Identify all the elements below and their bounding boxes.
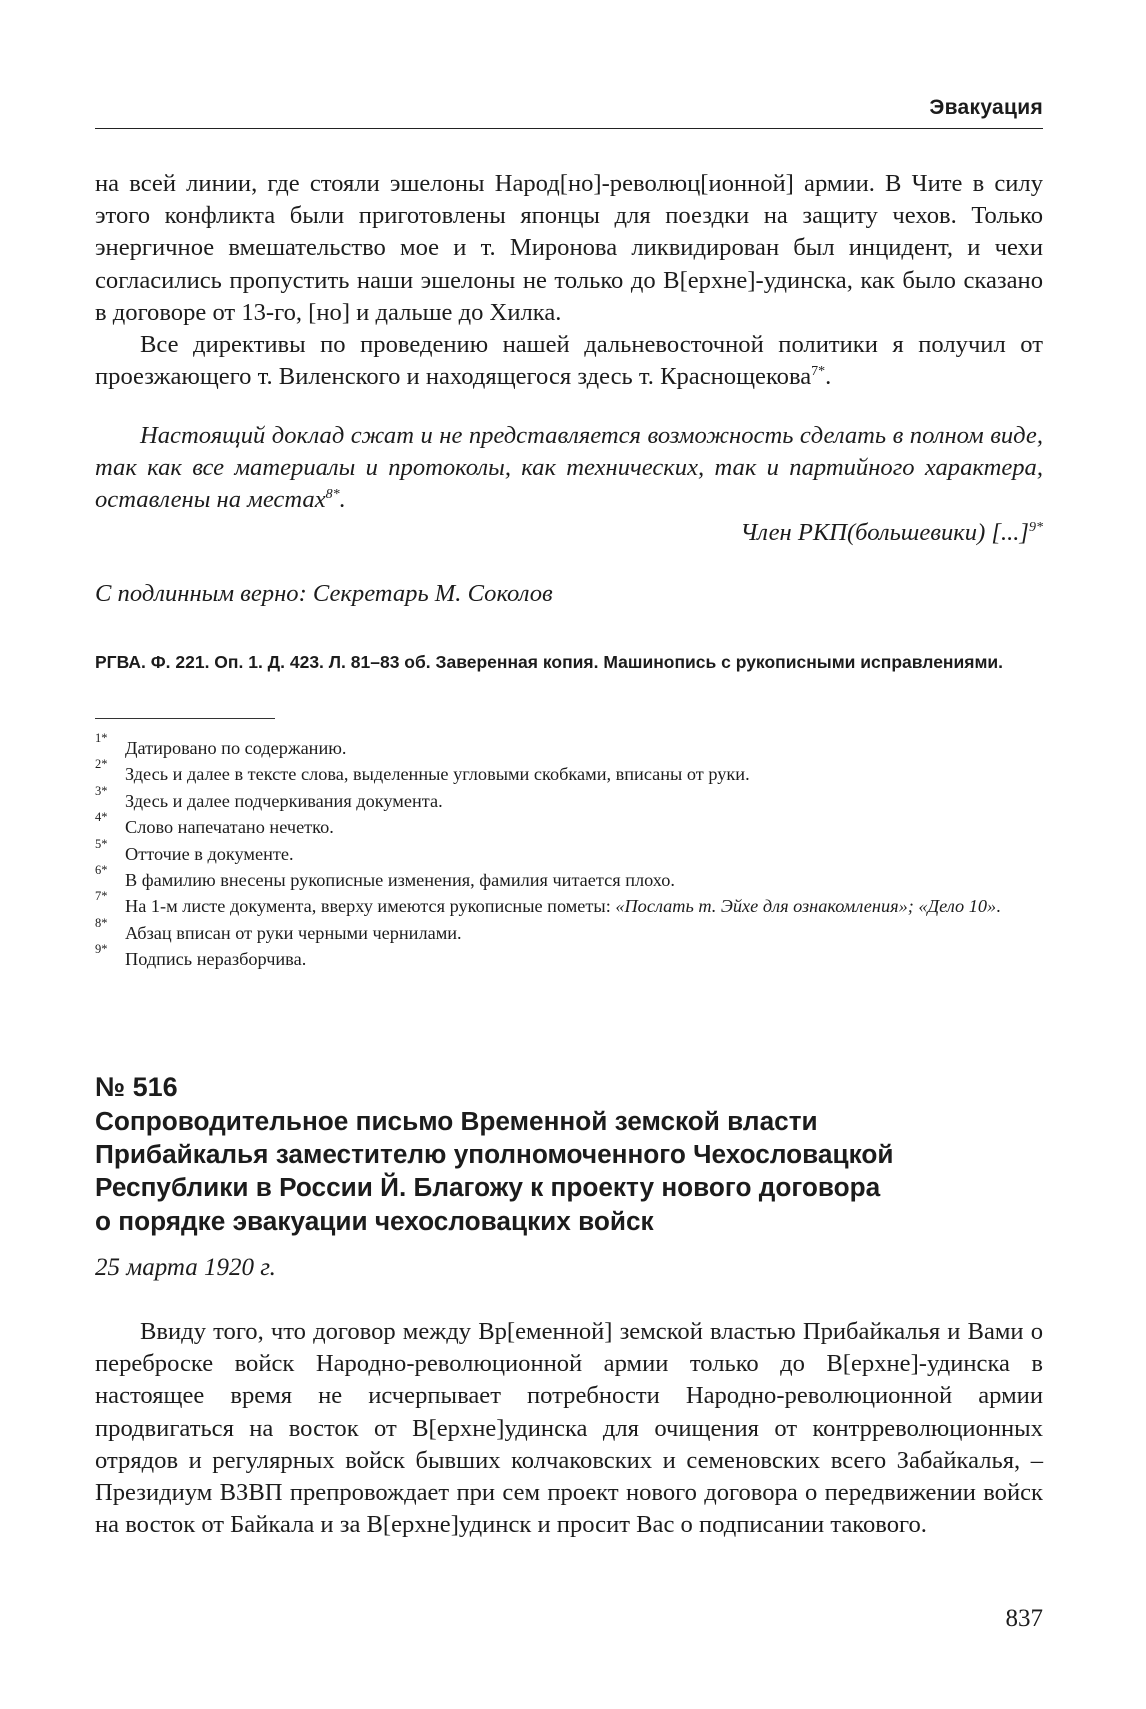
footnote-text: Отточие в документе. [125, 843, 294, 864]
page-number: 837 [1005, 1605, 1043, 1632]
signature [740, 517, 1043, 549]
archive-reference: РГВА. Ф. 221. Оп. 1. Д. 423. Л. 81–83 об. Заверенная копия. Машинопись с рукописными исправлениями. [95, 652, 1004, 672]
italic-note-end: . [339, 486, 346, 514]
footnote-text: Слово напечатано нечетко. [125, 817, 334, 838]
document-title-line: Сопроводительное письмо Временной земской власти [95, 1106, 818, 1136]
footnote-item [95, 810, 1043, 840]
footnote-number: 1* [95, 731, 108, 745]
document-number: № 516 [95, 1072, 178, 1102]
paragraph-continuation: на всей линии, где стояли эшелоны Народ[но]-революц[ионной] армии. В Чите в силу этого конфликта были приготовлены японцы для поездки на защиту чехов. Только энергичное вмешательство мое и т. Миронова ликвидирован был инцидент, и чехи согласились пропустить наши эшелоны не только до В[ерхне]-удинска, как было сказано в договоре от 13-го, [но] и дальше до Хилка. [95, 170, 1043, 326]
footnote-end: . [996, 896, 1001, 917]
certified-copy-line: С подлинным верно: Секретарь М. Соколов [95, 580, 553, 607]
footnote-text: Здесь и далее в тексте слова, выделенные угловыми скобками, вписаны от руки. [125, 764, 750, 785]
footnote-item [95, 731, 1043, 761]
footnote-italic-text: «Послать т. Эйхе для ознакомления»; «Дело 10» [615, 896, 997, 917]
footnote-mark-9: 9* [1029, 519, 1043, 535]
footnote-text: Здесь и далее подчеркивания документа. [125, 790, 443, 811]
report-continuation [95, 168, 1043, 393]
footnote-rule [95, 718, 275, 719]
footnote-item [95, 889, 1043, 919]
paragraph-directives [95, 329, 1043, 393]
footnote-item [95, 836, 1043, 867]
footnote-text: Подпись неразборчива. [125, 949, 307, 970]
document-title-line: о порядке эвакуации чехословацких войск [95, 1205, 654, 1236]
footnote-item [95, 783, 1043, 814]
footnote-item [95, 863, 1043, 893]
footnote-mark-8: 8* [325, 487, 340, 503]
footnote-text: Датировано по содержанию. [125, 738, 347, 758]
footnote-number: 2* [95, 757, 108, 772]
footnote-item [95, 915, 1043, 946]
signature-text: Член РКП(большевики) [...] [740, 519, 1029, 546]
footnote-number: 5* [95, 836, 108, 851]
letter-paragraph: Ввиду того, что договор между Вр[еменной] земской властью Прибайкалья и Вами о переброске войск Народно-революционной армии только до В[ерхне]-удинска в настоящее время не исчерпывает потребности Народно-революционной армии продвигаться на восток от В[ерхне]удинска для очищения от контрреволюционных отрядов и регулярных войск бывших колчаковских и семеновских всего Забайкалья, – Президиум ВЗВП препровождает при сем проект нового договора о передвижении войск на восток от Байкала и за В[ерхне]удинск и просит Вас о подписании такового. [95, 1318, 1043, 1539]
document-title [95, 1105, 1043, 1238]
footnote-text: На 1-м листе документа, вверху имеются рукописные пометы: [125, 896, 616, 917]
italic-note-paragraph [95, 420, 1043, 517]
footnote-text: Абзац вписан от руки черными чернилами. [125, 922, 462, 943]
paragraph-directives-text: Все директивы по проведению нашей дальневосточной политики я получил от проезжающего т. Виленского и находящегося здесь т. Краснощекова [95, 331, 1043, 391]
header-rule [95, 128, 1043, 129]
footnote-mark-7: 7* [811, 364, 826, 380]
footnote-number: 6* [95, 863, 108, 878]
footnote-item [95, 757, 1043, 787]
footnote-number: 4* [95, 810, 108, 825]
footnote-item [95, 942, 1043, 972]
letter-body [95, 1316, 1043, 1541]
footnote-number: 7* [95, 889, 108, 904]
footnote-number: 8* [95, 915, 108, 930]
italic-note-text: Настоящий доклад сжат и не представляется возможность сделать в полном виде, так как все материалы и протоколы, как технических, так и партийного характера, оставлены на местах [95, 422, 1043, 514]
paragraph-directives-end: . [825, 363, 832, 391]
footnotes [95, 731, 1043, 973]
footnote-text: В фамилию внесены рукописные изменения, фамилия читается плохо. [125, 870, 675, 891]
document-title-line: Республики в России Й. Благожу к проекту нового договора [95, 1172, 881, 1203]
footnote-number: 3* [95, 783, 108, 798]
footnote-number: 9* [95, 942, 108, 957]
running-head: Эвакуация [929, 96, 1043, 119]
italic-note [95, 420, 1043, 517]
document-title-line: Прибайкалья заместителю уполномоченного Чехословацкой [95, 1139, 894, 1170]
document-date: 25 марта 1920 г. [95, 1254, 276, 1281]
